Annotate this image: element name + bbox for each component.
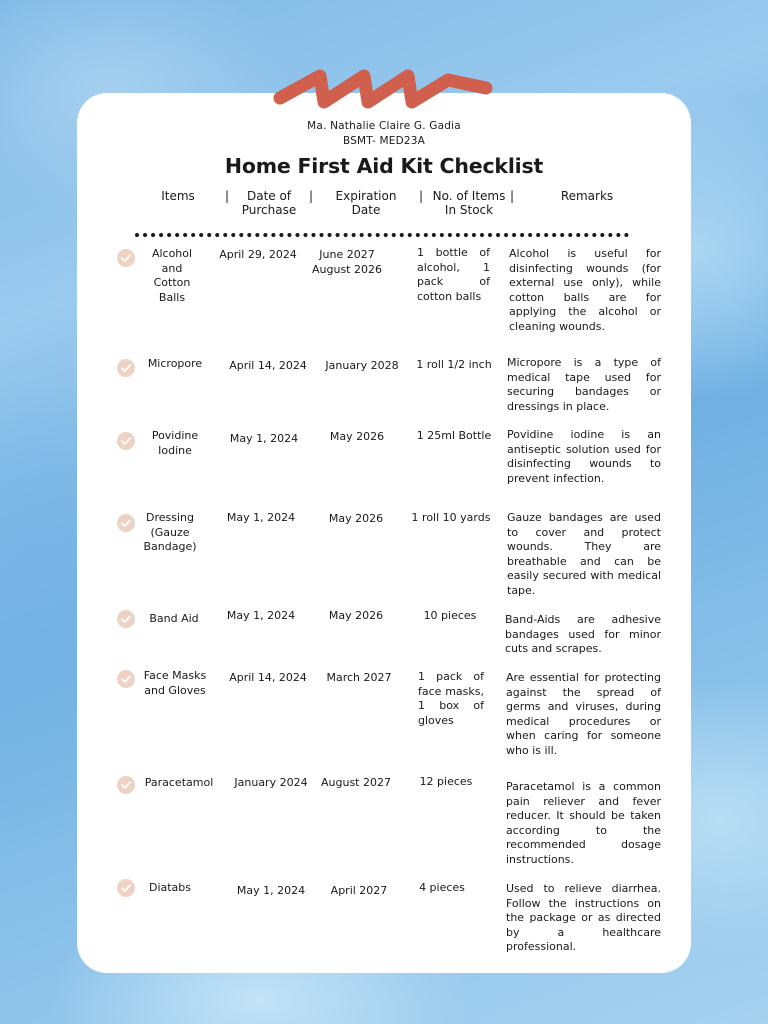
squiggle-decoration [272,62,496,112]
row-expiration-date: March 2027 [326,671,392,684]
row-remarks: Are essential for protecting against the spread of germs and viruses, during medical procedures or when caring for someone who is ill. [506,671,661,757]
row-date-of-purchase: May 1, 2024 [229,432,299,445]
row-expiration-date: August 2027 [321,776,391,789]
header-separator: | [419,189,424,203]
check-circle-icon [117,610,135,628]
row-date-of-purchase: April 14, 2024 [229,359,307,372]
check-circle-icon [117,432,135,450]
header-divider [135,233,629,237]
row-items-in-stock: 1 roll 10 yards [411,511,491,524]
header-items-in-stock: No. of Items In Stock [432,189,506,217]
row-date-of-purchase: May 1, 2024 [236,884,306,897]
row-date-of-purchase: May 1, 2024 [226,511,296,524]
row-item: Diatabs [148,881,192,894]
row-item: Face Masks and Gloves [143,669,207,697]
row-date-of-purchase: April 14, 2024 [229,671,307,684]
check-circle-icon [117,359,135,377]
row-items-in-stock: 1 roll 1/2 inch [416,358,492,371]
header-separator: | [309,189,314,203]
row-remarks: Used to relieve diarrhea. Follow the instructions on the package or as directed by a healthcare professional. [506,882,661,954]
row-item: Paracetamol [144,776,214,789]
row-remarks: Alcohol is useful for disinfecting wounds (for external use only), while cotton balls are for applying the alcohol or cleaning wounds. [509,247,661,333]
row-date-of-purchase: January 2024 [234,776,308,789]
header-remarks: Remarks [560,189,614,203]
header-expiration-date: Expiration Date [335,189,397,217]
row-date-of-purchase: April 29, 2024 [219,248,297,261]
row-items-in-stock: 1 25ml Bottle [416,429,492,442]
row-item: Micropore [147,357,203,370]
row-remarks: Povidine iodine is an antiseptic solution used for disinfecting wounds to prevent infection. [507,428,661,485]
header-separator: | [225,189,230,203]
check-circle-icon [117,670,135,688]
check-circle-icon [117,776,135,794]
row-remarks: Band-Aids are adhesive bandages used for minor cuts and scrapes. [505,613,661,656]
row-items-in-stock: 12 pieces [419,775,473,788]
row-items-in-stock: 1 bottle of alcohol, 1 pack of cotton balls [417,246,490,303]
check-circle-icon [117,879,135,897]
author-section: BSMT- MED23A [342,135,426,147]
row-expiration-date: May 2026 [328,609,384,622]
header-separator: | [510,189,515,203]
header-date-of-purchase: Date of Purchase [241,189,297,217]
row-expiration-date: June 2027 August 2026 [312,248,382,276]
row-items-in-stock: 10 pieces [423,609,477,622]
row-remarks: Paracetamol is a common pain reliever and fever reducer. It should be taken according to the recommended dosage instructions. [506,780,661,866]
row-remarks: Micropore is a type of medical tape used for securing bandages or dressings in place. [507,356,661,413]
row-item: Band Aid [149,612,199,625]
checklist-card [77,93,691,973]
row-expiration-date: April 2027 [330,884,388,897]
row-expiration-date: May 2026 [329,430,385,443]
row-expiration-date: May 2026 [328,512,384,525]
row-expiration-date: January 2028 [325,359,399,372]
row-remarks: Gauze bandages are used to cover and protect wounds. They are breathable and can be easily secured with medical tape. [507,511,661,597]
page-title: Home First Aid Kit Checklist [224,154,544,178]
row-items-in-stock: 4 pieces [419,881,465,894]
check-circle-icon [117,514,135,532]
row-items-in-stock: 1 pack of face masks, 1 box of gloves [418,670,484,727]
row-date-of-purchase: May 1, 2024 [226,609,296,622]
row-item: Dressing (Gauze Bandage) [143,511,197,554]
header-items: Items [161,189,195,203]
check-circle-icon [117,249,135,267]
row-item: Alcohol and Cotton Balls [151,247,193,304]
row-item: Povidine Iodine [151,429,199,457]
author-name: Ma. Nathalie Claire G. Gadia [307,120,461,132]
